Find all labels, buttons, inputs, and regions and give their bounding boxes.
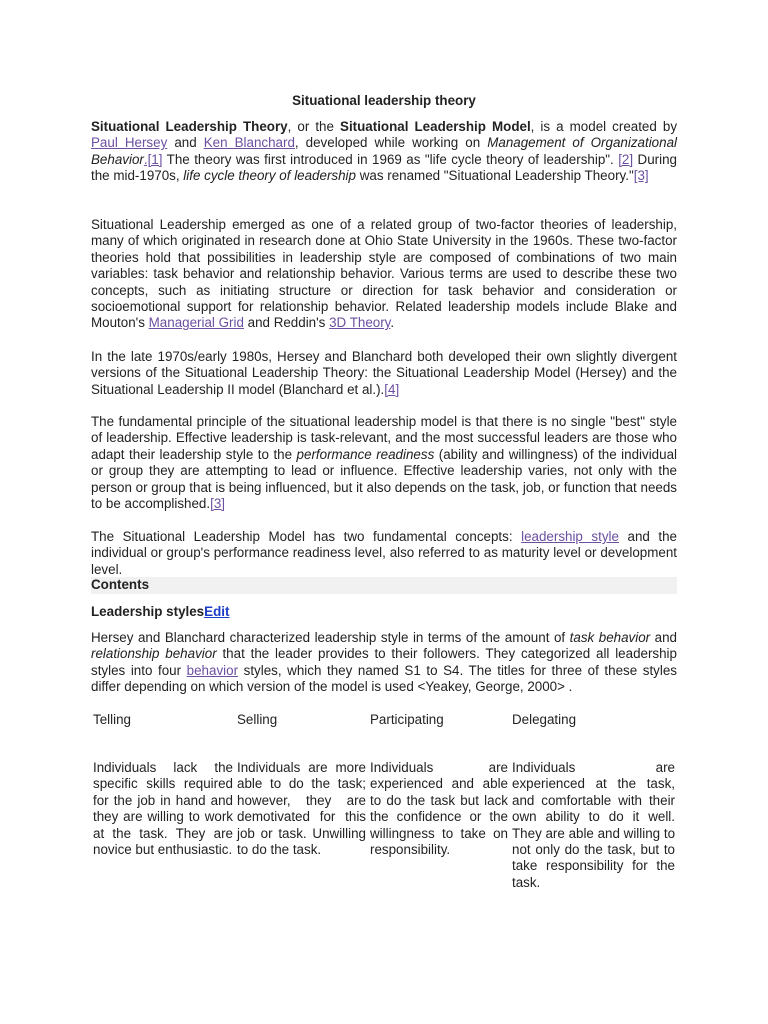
leadership-styles-table <box>91 712 677 891</box>
text-span: The Situational Leadership Model has two fundamental concepts: <box>91 529 522 544</box>
link-3d-theory[interactable]: 3D Theory <box>329 315 391 331</box>
edit-link[interactable]: Edit <box>204 604 230 619</box>
text-span: The theory was first introduced in 1969 as "life cycle theory of leadership". <box>162 151 619 167</box>
italic-title: Management of Organizational Behavior <box>91 135 677 167</box>
intro-paragraph <box>91 119 677 185</box>
table-cell: Individuals are experienced and able to do the task but lack the confidence or the willingness to take on responsibility. <box>370 760 508 858</box>
citation-link-2[interactable]: [2] <box>618 151 634 167</box>
table-cell: Individuals are experienced at the task, and comfortable with their own ability to do it well. They are able and willing to not only do the task, but to take responsibility for the task. <box>512 760 676 890</box>
text-span: and Reddin's <box>243 315 330 331</box>
text-span: (ability and willingness) of the individual or group they are attempting to lead or influence. Effective leadership varies, not only with the person or group that is being influenced, but it also depends on the task, job, or function that needs to be accomplished. <box>91 446 677 512</box>
page-title: Situational leadership theory <box>292 93 476 108</box>
italic-phrase: task behavior <box>569 630 651 645</box>
text-span: , is a model created by <box>530 119 678 134</box>
text-span: and the individual or group's performance readiness level, also referred to as maturity level or development level. <box>91 529 678 577</box>
italic-phrase: life cycle theory of leadership <box>183 168 356 184</box>
citation-link-4[interactable]: [4] <box>384 381 400 397</box>
text-span: , developed while working on <box>294 135 488 151</box>
section-heading <box>91 604 229 620</box>
bold-term: Situational Leadership Theory <box>91 119 288 134</box>
principle-paragraph <box>91 414 677 512</box>
link-paul-hersey[interactable]: Paul Hersey <box>91 135 168 151</box>
text-span: was renamed "Situational Leadership Theory." <box>355 168 634 184</box>
concepts-paragraph <box>91 529 677 578</box>
text-span: , or the <box>287 119 341 134</box>
link-behavior[interactable]: behavior <box>186 662 239 678</box>
table-row <box>91 760 677 891</box>
table-header-cell: Participating <box>370 712 444 727</box>
table-cell: Individuals lack the specific skills required for the job in hand and they are willing to work at the task. They are novice but enthusiastic. <box>93 760 233 858</box>
text-span: and <box>650 630 677 645</box>
link-managerial-grid[interactable]: Managerial Grid <box>148 315 244 331</box>
text-span: that the leader provides to their followers. They categorized all leadership styles into four <box>91 646 677 678</box>
link-leadership-style[interactable]: leadership style <box>521 529 619 544</box>
versions-paragraph <box>91 349 677 398</box>
italic-phrase: relationship behavior <box>91 646 217 662</box>
text-span: During the mid-1970s, <box>91 151 677 184</box>
bold-term: Situational Leadership Model <box>340 119 531 134</box>
contents-heading: Contents <box>91 577 677 594</box>
citation-link-3b[interactable]: [3] <box>210 496 225 512</box>
text-span: The fundamental principle of the situational leadership model is that there is no single "best" style of leadership. Effective leadership is task-relevant, and the most successful leaders are those who adapt their leadership style to the <box>91 414 677 462</box>
text-span: Situational Leadership emerged as one of a related group of two-factor theories of leadership, many of which originated in research done at Ohio State University in the 1960s. These two-factor theories hold that possibilities in leadership style are composed of combinations of two main variables: task behavior and relationship behavior. Various terms are used to describe these two concepts, such as initiating structure or direction for task behavior and consideration or socioemotional support for relationship behavior. Related leadership models include Blake and Mouton's <box>91 217 677 331</box>
table-cell: Individuals are more able to do the task; however, they are demotivated for this job or task. Unwilling to do the task. <box>237 760 366 858</box>
two-factor-paragraph <box>91 217 677 332</box>
styles-paragraph <box>91 630 677 696</box>
citation-link-3[interactable]: [3] <box>633 168 649 184</box>
text-span: and <box>167 135 204 151</box>
table-header-cell: Delegating <box>512 712 577 727</box>
table-header-row <box>91 712 677 760</box>
table-header-cell: Telling <box>93 712 131 727</box>
text-span: styles, which they named S1 to S4. The titles for three of these styles differ depending on which version of the model is used <Yeakey, George, 2000> . <box>91 662 677 695</box>
italic-phrase: performance readiness <box>296 446 435 462</box>
text-span: . <box>390 315 395 331</box>
section-heading-text: Leadership styles <box>91 604 205 619</box>
link-ken-blanchard[interactable]: Ken Blanchard <box>203 135 295 151</box>
citation-link-1[interactable]: .[1] <box>143 151 163 167</box>
text-span: Hersey and Blanchard characterized leadership style in terms of the amount of <box>91 630 570 645</box>
table-header-cell: Selling <box>237 712 278 727</box>
text-span: In the late 1970s/early 1980s, Hersey and Blanchard both developed their own slightly divergent versions of the Situational Leadership Theory: the Situational Leadership Model (Hersey) and the Situational Leadership II model (Blanchard et al.). <box>91 349 677 397</box>
